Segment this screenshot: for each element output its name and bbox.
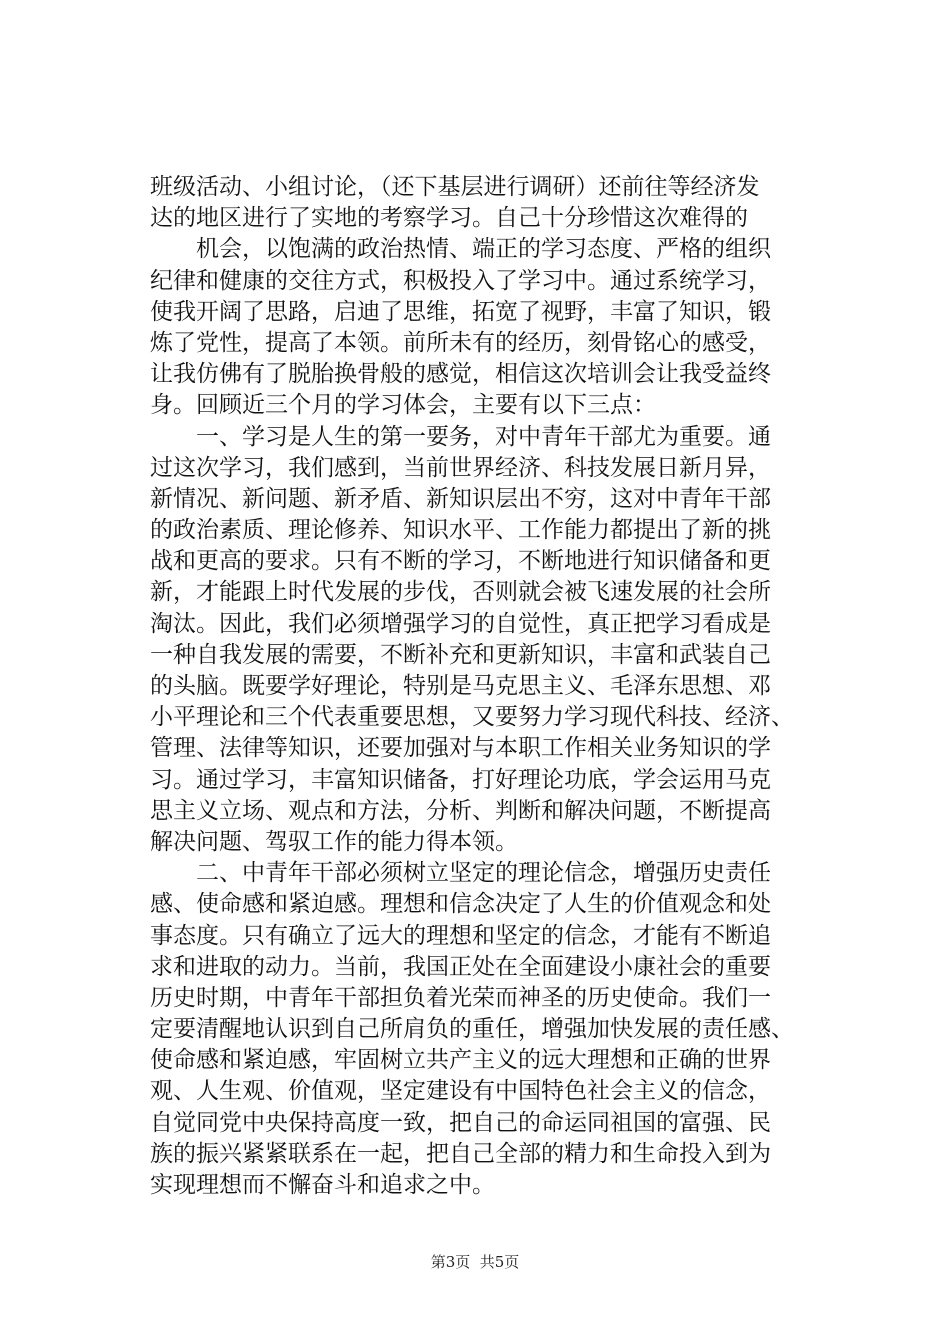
text-line: 求和进取的动力。当前，我国正处在全面建设小康社会的重要 bbox=[150, 953, 771, 980]
text-line: 过这次学习，我们感到，当前世界经济、科技发展日新月异， bbox=[150, 454, 771, 481]
text-line: 机会，以饱满的政治热情、端正的学习态度、严格的组织 bbox=[150, 236, 771, 263]
text-line: 新，才能跟上时代发展的步伐，否则就会被飞速发展的社会所 bbox=[150, 579, 771, 606]
text-line: 纪律和健康的交往方式，积极投入了学习中。通过系统学习， bbox=[150, 267, 771, 294]
text-line: 使我开阔了思路，启迪了思维，拓宽了视野，丰富了知识，锻 bbox=[150, 298, 771, 325]
text-line: 管理、法律等知识，还要加强对与本职工作相关业务知识的学 bbox=[150, 735, 771, 762]
document-body bbox=[150, 172, 805, 1201]
text-line: 二、中青年干部必须树立坚定的理论信念，增强历史责任 bbox=[150, 860, 771, 887]
text-line: 感、使命感和紧迫感。理想和信念决定了人生的价值观念和处 bbox=[150, 891, 771, 918]
text-line: 新情况、新问题、新矛盾、新知识层出不穷，这对中青年干部 bbox=[150, 485, 771, 512]
text-line: 让我仿佛有了脱胎换骨般的感觉，相信这次培训会让我受益终 bbox=[150, 361, 771, 388]
text-line: 达的地区进行了实地的考察学习。自己十分珍惜这次难得的 bbox=[150, 205, 748, 232]
text-line: 事态度。只有确立了远大的理想和坚定的信念，才能有不断追 bbox=[150, 922, 771, 949]
text-line: 自觉同党中央保持高度一致，把自己的命运同祖国的富强、民 bbox=[150, 1109, 771, 1136]
text-line: 解决问题、驾驭工作的能力得本领。 bbox=[150, 828, 518, 855]
text-line: 炼了党性，提高了本领。前所未有的经历，刻骨铭心的感受， bbox=[150, 329, 771, 356]
text-line: 历史时期，中青年干部担负着光荣而神圣的历史使命。我们一 bbox=[150, 984, 771, 1011]
text-line: 一、学习是人生的第一要务，对中青年干部尤为重要。通 bbox=[150, 423, 771, 450]
text-line: 的政治素质、理论修养、知识水平、工作能力都提出了新的挑 bbox=[150, 517, 771, 544]
text-line: 小平理论和三个代表重要思想，又要努力学习现代科技、经济、 bbox=[150, 704, 794, 731]
text-line: 定要清醒地认识到自己所肩负的重任，增强加快发展的责任感、 bbox=[150, 1016, 794, 1043]
text-line: 使命感和紧迫感，牢固树立共产主义的远大理想和正确的世界 bbox=[150, 1047, 771, 1074]
text-line: 班级活动、小组讨论，（还下基层进行调研）还前往等经济发 bbox=[150, 174, 760, 200]
text-line: 一种自我发展的需要，不断补充和更新知识，丰富和武装自己 bbox=[150, 641, 771, 668]
text-line: 淘汰。因此，我们必须增强学习的自觉性，真正把学习看成是 bbox=[150, 610, 771, 637]
page-number-label: 第3页 共5页 bbox=[430, 1253, 520, 1271]
text-line: 习。通过学习，丰富知识储备，打好理论功底，学会运用马克 bbox=[150, 766, 771, 793]
text-line: 战和更高的要求。只有不断的学习，不断地进行知识储备和更 bbox=[150, 548, 771, 575]
text-line: 观、人生观、价值观，坚定建设有中国特色社会主义的信念， bbox=[150, 1078, 771, 1105]
text-line: 身。回顾近三个月的学习体会，主要有以下三点： bbox=[150, 392, 656, 419]
text-line: 思主义立场、观点和方法，分析、判断和解决问题，不断提高 bbox=[150, 797, 771, 824]
text-line: 实现理想而不懈奋斗和追求之中。 bbox=[150, 1172, 495, 1198]
text-line: 族的振兴紧紧联系在一起，把自己全部的精力和生命投入到为 bbox=[150, 1140, 771, 1167]
text-line: 的头脑。既要学好理论，特别是马克思主义、毛泽东思想、邓 bbox=[150, 673, 771, 699]
page-footer bbox=[0, 1252, 950, 1272]
